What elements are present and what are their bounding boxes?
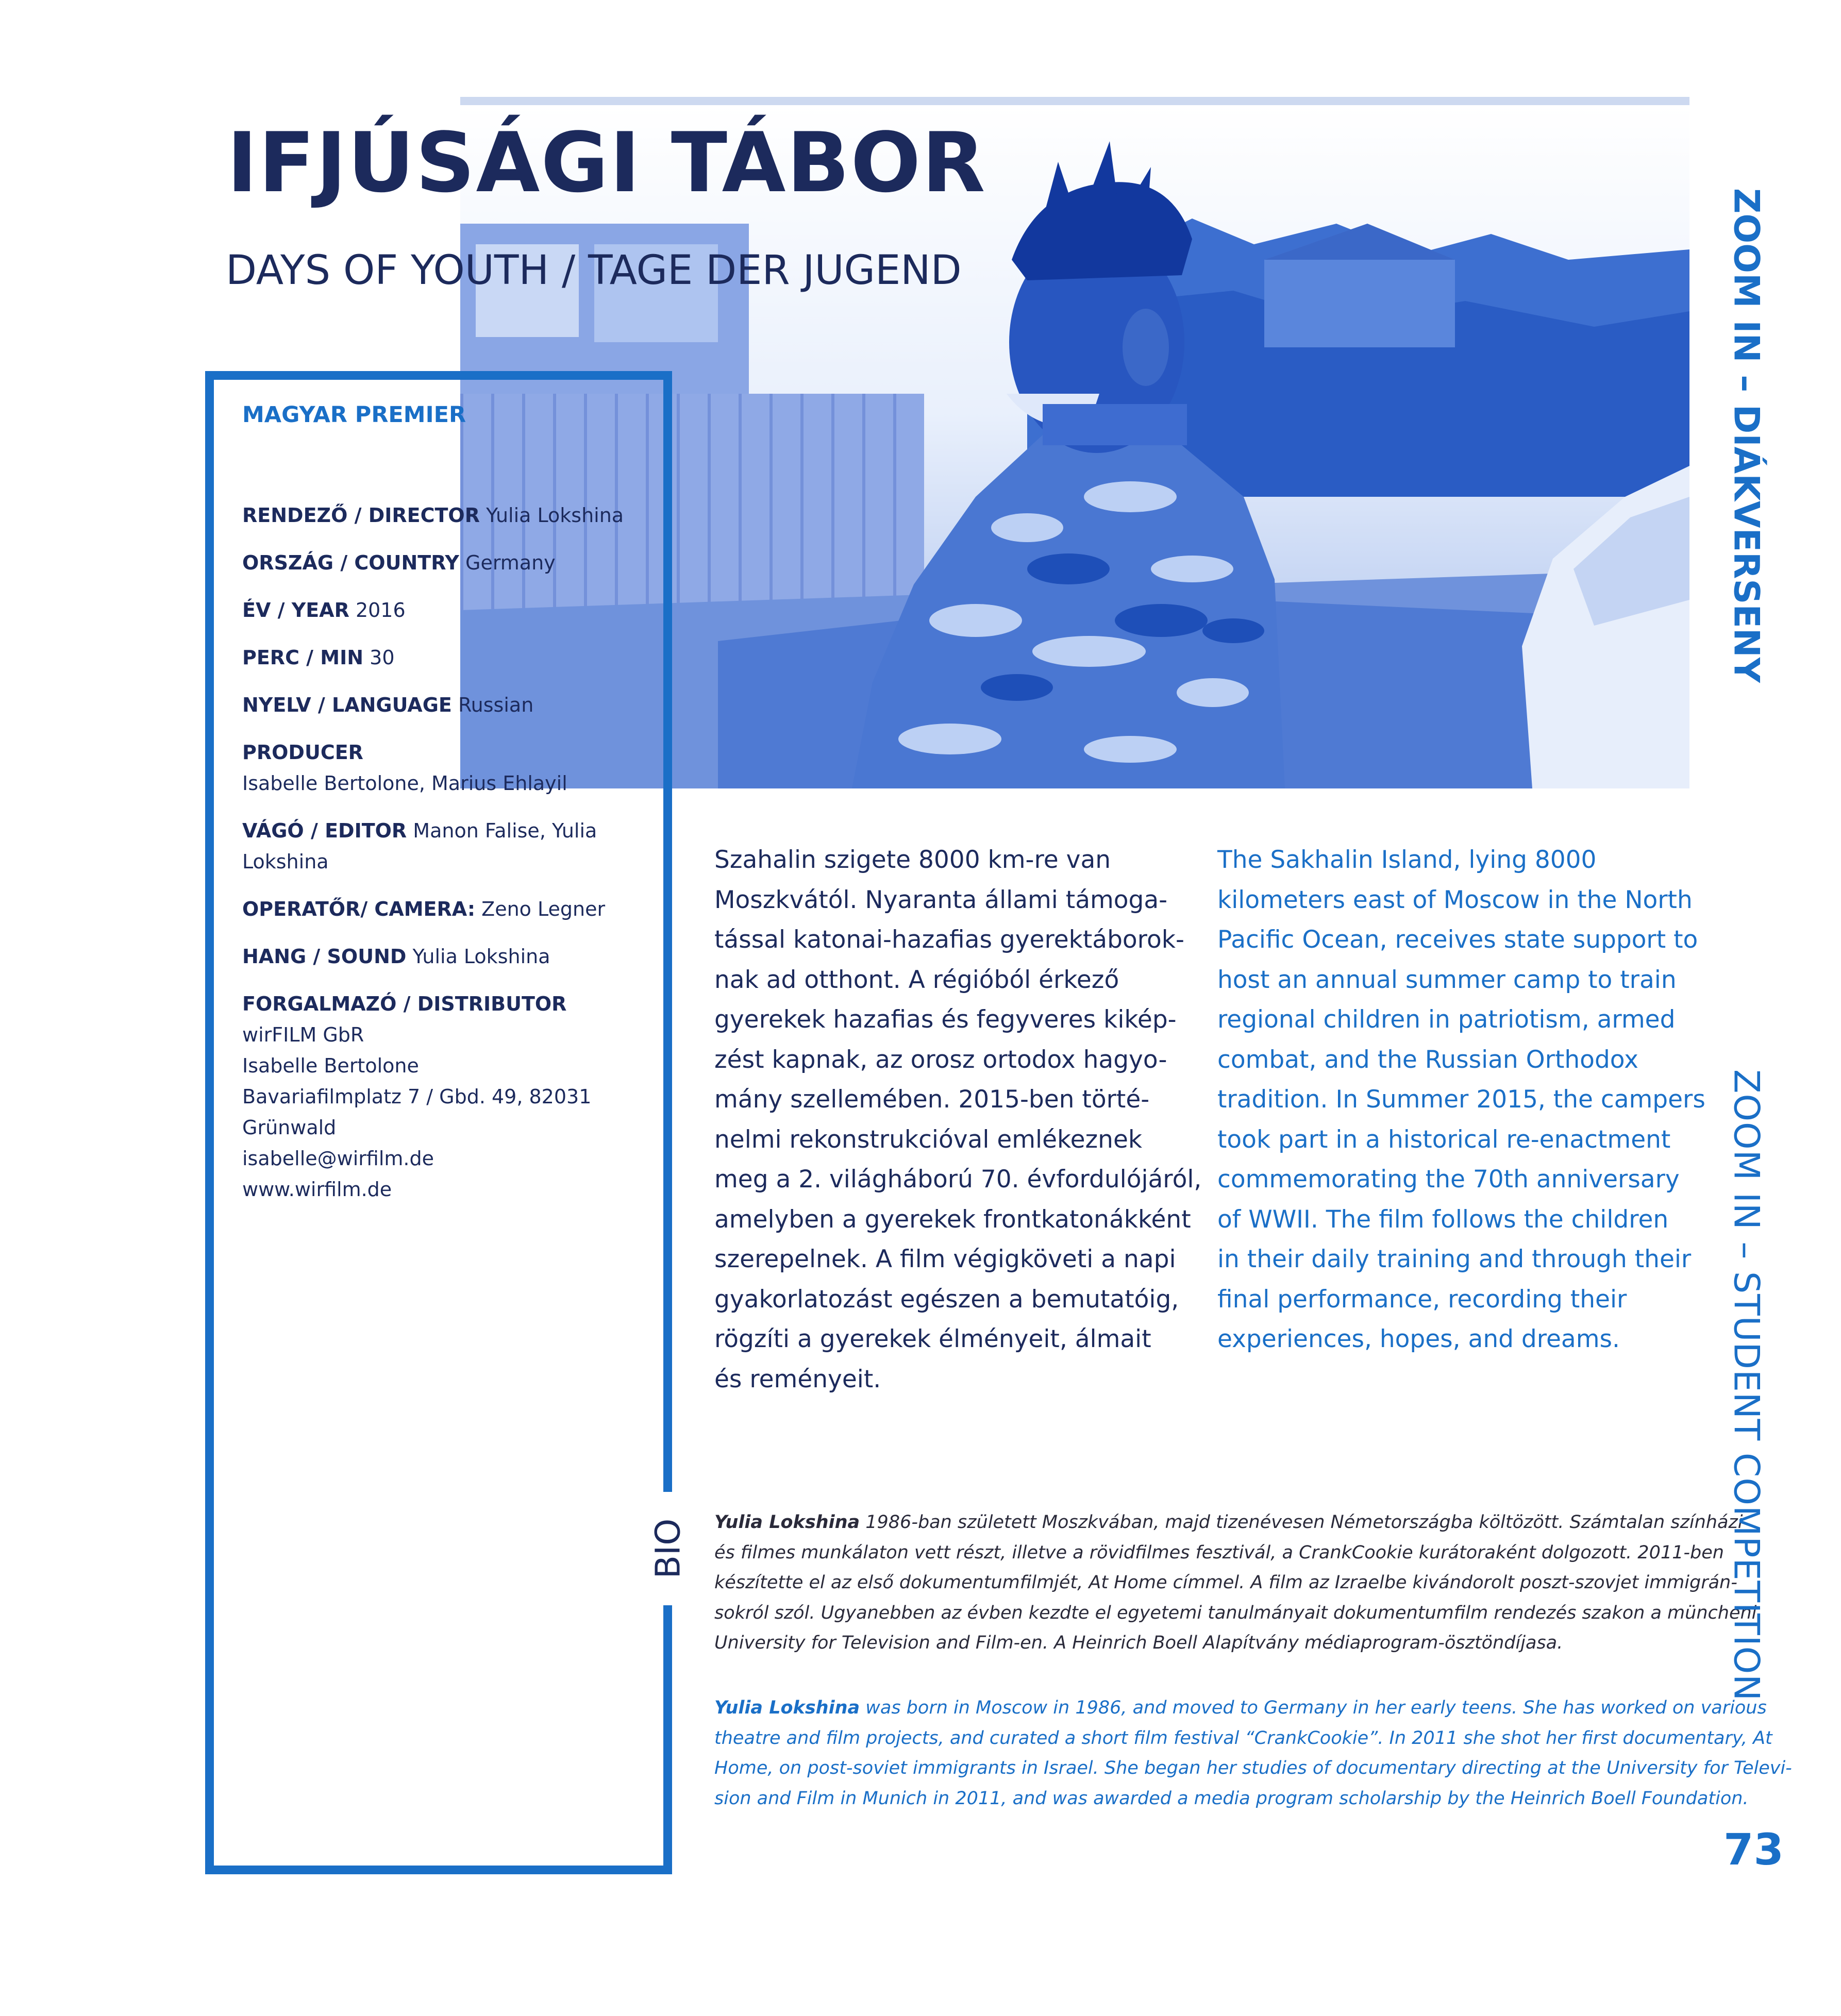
page-number: 73 — [1723, 1824, 1784, 1875]
bio-name: Yulia Lokshina — [714, 1698, 860, 1718]
synopsis-english: The Sakhalin Island, lying 8000 kilometers east of Moscow in the North Pacific Ocean, receives state support to host an annual summer camp to train regional children in patriotism, armed combat, and the Russian Orthodox tradition. In Summer 2015, the campers took part in a historical re-enactment commemorating the 70th anniversary of WWII. The film follows the children in their daily training and through their final performance, recording their experiences, hopes, and dreams. — [1217, 846, 1705, 1353]
distributor-line: Bavariafilmplatz 7 / Gbd. 49, 82031 — [242, 1085, 592, 1108]
film-title: IFJÚSÁGI TÁBOR — [227, 114, 986, 211]
synopsis-hungarian: Szahalin szigete 8000 km-re van Moszkvától. Nyaranta állami támoga- tással katonai-hazafias gyerektáborok- nak ad otthont. A régióból érkező gyerekek hazafias és fegyveres kikép- zést kapnak, az orosz ortodox hagyo- mány szellemében. 2015-ben törté- nelmi rekonstrukcióval emlékeznek meg a 2. világháború 70. évfordulójáról, amelyben a gyerekek frontkatonákként szerepelnek. A film végigköveti a napi gyakorlatozást egészen a bemutatóig, rögzíti a gyerekek élményeit, álmait és reményeit. — [714, 846, 1202, 1393]
credit-producer: PRODUCER Isabelle Bertolone, Marius Ehlayil — [242, 741, 567, 795]
section-label-english: ZOOM IN – STUDENT COMPETITION — [1726, 1069, 1767, 1702]
info-frame-right-upper — [663, 371, 672, 1492]
credit-director: RENDEZŐ / DIRECTOR Yulia Lokshina — [242, 504, 624, 527]
section-label-hungarian: ZOOM IN – DIÁKVERSENY — [1726, 188, 1767, 683]
credit-camera: OPERATŐR/ CAMERA: Zeno Legner — [242, 898, 606, 920]
info-frame-top — [205, 371, 672, 380]
bio-name: Yulia Lokshina — [714, 1512, 860, 1533]
premiere-label: MAGYAR PREMIER — [242, 402, 466, 428]
info-frame-right-lower — [663, 1605, 672, 1874]
film-subtitle: DAYS OF YOUTH / TAGE DER JUGEND — [226, 247, 962, 294]
credit-editor: VÁGÓ / EDITOR Manon Falise, Yulia Lokshina — [242, 819, 597, 873]
bio-label: BIO — [648, 1518, 688, 1579]
distributor-website[interactable]: www.wirfilm.de — [242, 1178, 392, 1201]
credit-year: ÉV / YEAR 2016 — [242, 599, 406, 621]
credit-distributor: FORGALMAZÓ / DISTRIBUTOR wirFILM GbR Isabelle Bertolone Bavariafilmplatz 7 / Gbd. 49, 82031 Grünwald isabelle@wirfilm.de www.wirfilm.de — [242, 988, 655, 1205]
credit-language: NYELV / LANGUAGE Russian — [242, 694, 534, 716]
info-frame-left — [205, 371, 214, 1874]
distributor-line: Grünwald — [242, 1116, 337, 1139]
bio-english: Yulia Lokshina was born in Moscow in 1986, and moved to Germany in her early teens. She has worked on various theatre and film projects, and curated a short film festival “CrankCookie”. In 2011 she shot her first documentary, At Home, on post-soviet immigrants in Israel. She began her studies of documentary directing at the University for Televi- sion and Film in Munich in 2011, and was awarded a media program scholarship by the Heinrich Boell Foundation. — [714, 1698, 1792, 1809]
distributor-email[interactable]: isabelle@wirfilm.de — [242, 1147, 434, 1170]
distributor-line: Isabelle Bertolone — [242, 1054, 419, 1077]
top-rule — [460, 97, 1689, 105]
info-frame-bottom — [205, 1866, 672, 1874]
distributor-line: wirFILM GbR — [242, 1023, 364, 1046]
credit-country: ORSZÁG / COUNTRY Germany — [242, 551, 556, 574]
credits-list — [242, 500, 655, 1221]
credit-sound: HANG / SOUND Yulia Lokshina — [242, 945, 550, 968]
bio-hungarian: Yulia Lokshina 1986-ban született Moszkvában, majd tizenévesen Németországba költözött. Számtalan színházi és filmes munkálaton vett részt, illetve a rövidfilmes fesztivál, a CrankCookie kurátoraként dolgozott. 2011-ben készítette el az első dokumentumfilmjét, At Home címmel. A film az Izraelbe kivándorolt poszt-szovjet immigrán- sokról szól. Ugyanebben az évben kezdte el egyetemi tanulmányait dokumentumfilm rendezés szakon a müncheni University for Television and Film-en. A Heinrich Boell Alapítvány médiaprogram-ösztöndíjasa. — [714, 1512, 1757, 1653]
credit-minutes: PERC / MIN 30 — [242, 646, 395, 669]
